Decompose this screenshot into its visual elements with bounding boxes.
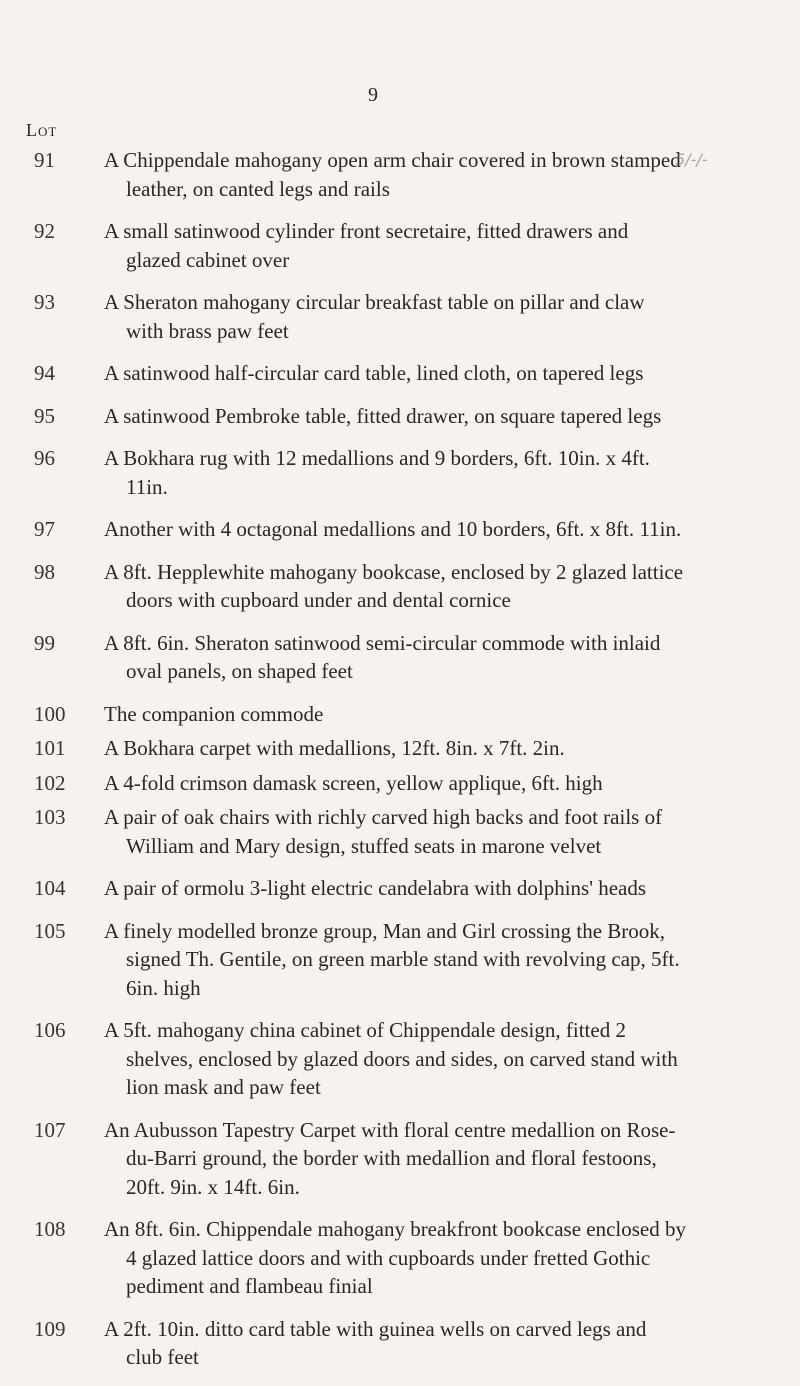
lot-entry <box>0 734 800 763</box>
lot-description: A satinwood half-circular card table, lined cloth, on tapered legs <box>104 361 644 385</box>
lot-entry <box>0 700 800 729</box>
lot-number: 103 <box>34 805 66 829</box>
lot-description: A satinwood Pembroke table, fitted drawer, on square tapered legs <box>104 403 662 428</box>
lot-description: A Bokhara rug with 12 medallions and 9 borders, 6ft. 10in. x 4ft. 11in. <box>104 446 650 499</box>
lot-entry <box>0 1116 800 1202</box>
lot-number: 97 <box>34 517 55 541</box>
lot-entry <box>0 1315 800 1372</box>
lot-number: 92 <box>34 219 55 243</box>
lot-description: A Chippendale mahogany open arm chair covered in brown stamped leather, on canted legs and rails <box>104 148 681 201</box>
lot-entry <box>0 402 800 431</box>
lot-entry <box>0 359 800 388</box>
lot-description: An Aubusson Tapestry Carpet with floral centre medallion on Rose-du-Barri ground, the border with medallion and floral festoons, 20ft. 9in. x 14ft. 6in. <box>104 1117 676 1199</box>
lot-description: A finely modelled bronze group, Man and Girl crossing the Brook, signed Th. Gentile, on green marble stand with revolving cap, 5ft. 6in. high <box>104 918 680 1000</box>
lot-entry <box>0 444 800 501</box>
lot-number: 95 <box>34 403 55 428</box>
lot-entry <box>0 629 800 686</box>
lot-entry <box>0 288 800 345</box>
lot-number: 99 <box>34 630 55 655</box>
lot-entry <box>0 1016 800 1102</box>
lot-description: A Bokhara carpet with medallions, 12ft. 8in. x 7ft. 2in. <box>104 736 565 760</box>
lot-description: A pair of oak chairs with richly carved high backs and foot rails of William and Mary design, stuffed seats in marone velvet <box>104 805 663 858</box>
lot-entry <box>0 146 800 203</box>
lot-description: The companion commode <box>104 701 324 726</box>
lot-number: 101 <box>34 736 66 760</box>
lot-description: A 5ft. mahogany china cabinet of Chippendale design, fitted 2 shelves, enclosed by glazed doors and sides, on carved stand with lion mask and paw feet <box>104 1018 678 1099</box>
lot-number: 96 <box>34 446 55 470</box>
handwritten-price-note: 5/-/- <box>675 150 708 169</box>
lot-number: 106 <box>34 1018 66 1042</box>
lot-description: A pair of ormolu 3-light electric candelabra with dolphins' heads <box>104 876 647 900</box>
lot-description: Another with 4 octagonal medallions and 10 borders, 6ft. x 8ft. 11in. <box>104 517 682 541</box>
lot-description: A 2ft. 10in. ditto card table with guinea wells on carved legs and club feet <box>104 1316 647 1369</box>
lot-description: A 4-fold crimson damask screen, yellow applique, 6ft. high <box>104 770 603 795</box>
lot-number: 91 <box>34 148 55 172</box>
lot-number: 104 <box>34 876 66 900</box>
lot-number: 108 <box>34 1217 66 1241</box>
lot-number: 94 <box>34 361 55 385</box>
lot-entry <box>0 917 800 1003</box>
lot-number: 109 <box>34 1316 66 1341</box>
lot-number: 100 <box>34 701 66 726</box>
lot-description: An 8ft. 6in. Chippendale mahogany breakfront bookcase enclosed by 4 glazed lattice doors and with cupboards under fretted Gothic pediment and flambeau finial <box>104 1217 687 1298</box>
lot-list <box>0 146 800 1386</box>
lot-number: 107 <box>34 1117 66 1142</box>
lot-description: A small satinwood cylinder front secretaire, fitted drawers and glazed cabinet over <box>104 219 629 272</box>
lot-number: 98 <box>34 559 55 584</box>
lot-number: 93 <box>34 290 55 314</box>
lot-number: 102 <box>34 770 66 795</box>
lot-description: A Sheraton mahogany circular breakfast table on pillar and claw with brass paw feet <box>104 290 645 343</box>
page-number: 9 <box>368 84 378 106</box>
lot-entry <box>0 874 800 903</box>
lot-column-header: Lot <box>26 120 58 140</box>
lot-entry <box>0 558 800 615</box>
lot-entry <box>0 803 800 860</box>
lot-entry <box>0 1215 800 1301</box>
lot-number: 105 <box>34 918 66 943</box>
lot-entry <box>0 515 800 544</box>
lot-entry <box>0 769 800 798</box>
lot-entry <box>0 217 800 274</box>
lot-description: A 8ft. 6in. Sheraton satinwood semi-circular commode with inlaid oval panels, on shaped feet <box>104 630 661 683</box>
lot-description: A 8ft. Hepplewhite mahogany bookcase, enclosed by 2 glazed lattice doors with cupboard under and dental cornice <box>104 559 684 612</box>
